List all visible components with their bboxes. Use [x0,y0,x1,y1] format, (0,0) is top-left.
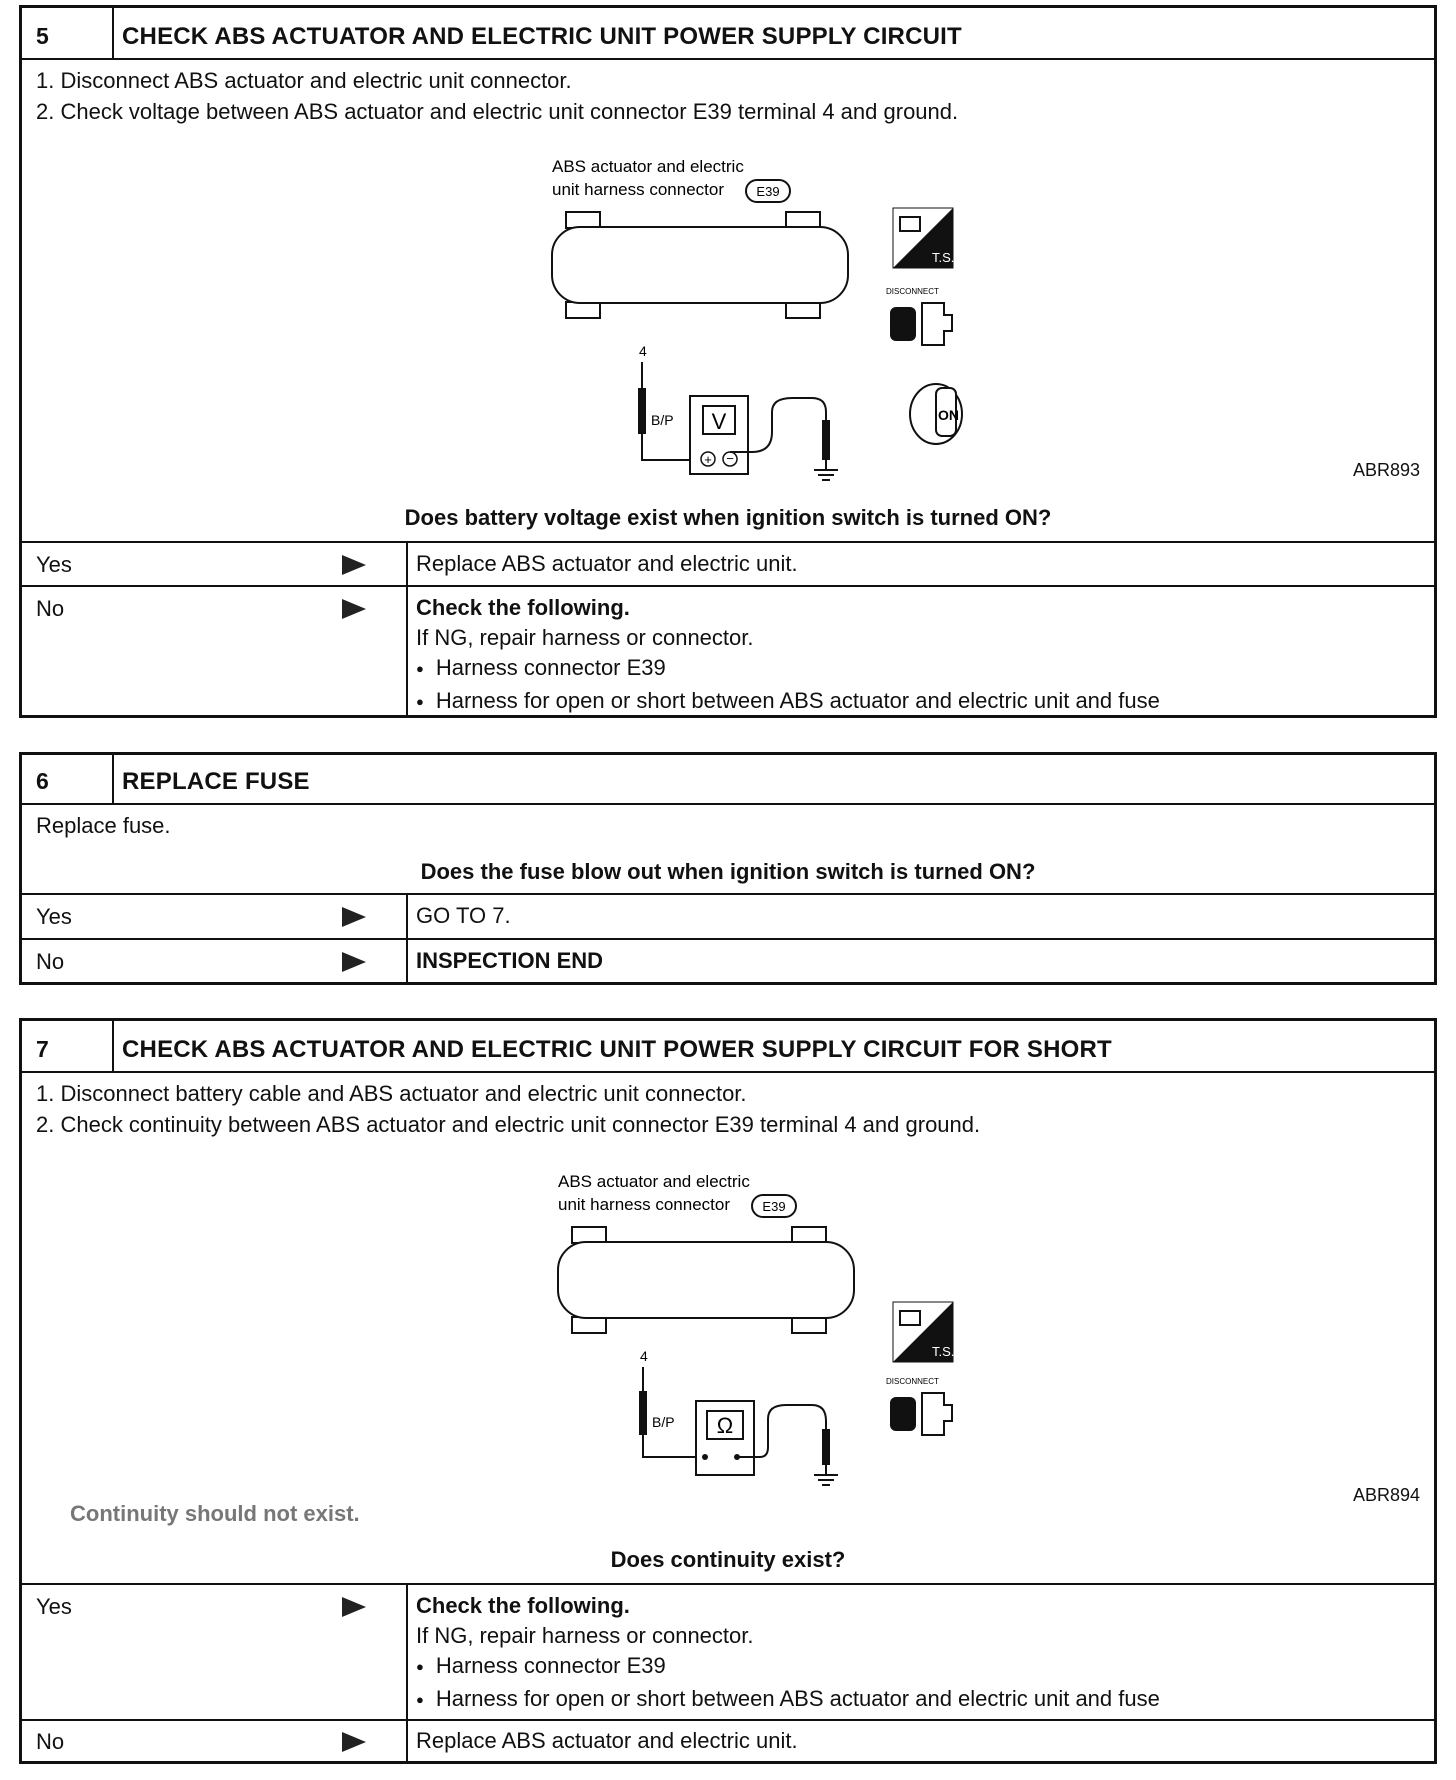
bullet-item: ● Harness connector E39 [416,1651,1160,1684]
test-tool-icon [892,207,954,269]
arrow-icon [342,952,366,972]
answer-heading: Check the following. [416,1593,630,1618]
instruction-line: 2. Check continuity between ABS actuator and electric unit connector E39 terminal 4 and ground. [36,1112,981,1137]
answer-no [22,1719,1434,1761]
step-header [22,1021,1434,1071]
figure-code: ABR893 [1352,460,1420,480]
answer-line: If NG, repair harness or connector. [416,625,754,650]
test-tool-icon [892,1301,954,1363]
disconnect-icon [882,1375,958,1443]
svg-text:T.S.: T.S. [932,250,954,265]
probe [638,388,646,434]
answer-label: Yes [36,552,72,577]
connector-label: unit harness connector [558,1195,730,1214]
step-body [22,1071,1434,1583]
meter-symbol: Ω [716,1413,734,1438]
answer-text: GO TO 7. [416,903,511,928]
meter-symbol: V [711,409,727,434]
answer-line: If NG, repair harness or connector. [416,1623,754,1648]
divider [406,1585,408,1719]
svg-text:DISCONNECT: DISCONNECT [886,1377,939,1386]
answer-text: Replace ABS actuator and electric unit. [416,1728,798,1753]
ignition-on-icon [908,378,980,450]
step-body [22,803,1434,893]
step-number: 5 [36,23,49,49]
divider [112,8,114,58]
answer-yes [22,893,1434,938]
connector-label: ABS actuator and electric [552,157,744,176]
divider [406,1721,408,1761]
arrow-icon [342,1597,366,1617]
bullet-item: ● Harness for open or short between ABS actuator and electric unit and fuse [416,686,1160,719]
divider [406,587,408,715]
answer-label: Yes [36,904,72,929]
arrow-icon [342,907,366,927]
connector-body [558,1242,854,1318]
divider [406,940,408,982]
note-text: Continuity should not exist. [70,1501,360,1526]
question: Does the fuse blow out when ignition switch is turned ON? [420,859,1036,884]
probe [639,1391,647,1435]
answer-heading: Check the following. [416,595,630,620]
divider [406,543,408,585]
step-header [22,755,1434,803]
instruction-line: 2. Check voltage between ABS actuator and electric unit connector E39 terminal 4 and ground. [36,99,959,124]
instructions [36,65,958,127]
divider [406,895,408,938]
connector-label: ABS actuator and electric [558,1172,750,1191]
instruction-line: 1. Disconnect ABS actuator and electric unit connector. [36,68,572,93]
divider [112,1021,114,1071]
connector-code: E39 [762,1199,786,1214]
wire-color: B/P [652,1414,675,1430]
divider [112,755,114,803]
instruction-line: Replace fuse. [36,813,171,838]
arrow-icon [342,555,366,575]
bullet-item: ● Harness for open or short between ABS actuator and electric unit and fuse [416,1684,1160,1717]
step-5 [19,5,1437,718]
answer-text: Replace ABS actuator and electric unit. [416,551,798,576]
arrow-icon [342,1732,366,1752]
answer-label: No [36,596,65,621]
answer-text [416,593,1160,719]
svg-text:+: + [704,452,712,467]
disconnect-icon [882,285,958,353]
svg-text:ON: ON [938,407,959,423]
instructions [36,1078,980,1140]
connector-code: E39 [756,184,780,199]
answer-label: Yes [36,1594,72,1619]
step-header [22,8,1434,58]
instructions [36,810,171,841]
answer-yes [22,1583,1434,1719]
step-body [22,58,1434,541]
answer-no [22,585,1434,715]
connector-body [552,227,848,303]
step-7 [19,1018,1437,1764]
question: Does battery voltage exist when ignition switch is turned ON? [404,505,1052,530]
bullet-item: ● Harness connector E39 [416,653,1160,686]
step-number: 6 [36,768,49,794]
answer-text [416,1591,1160,1717]
answer-label: No [36,1729,65,1754]
step-title: CHECK ABS ACTUATOR AND ELECTRIC UNIT POWER SUPPLY CIRCUIT [122,23,962,50]
connector-label: unit harness connector [552,180,724,199]
arrow-icon [342,599,366,619]
step-number: 7 [36,1036,49,1062]
wire-color: B/P [651,412,674,428]
terminal-number: 4 [640,1348,648,1364]
instruction-line: 1. Disconnect battery cable and ABS actuator and electric unit connector. [36,1081,747,1106]
answer-yes [22,541,1434,585]
figure-code: ABR894 [1352,1485,1420,1505]
terminal-number: 4 [639,343,647,359]
answer-label: No [36,949,65,974]
step-6 [19,752,1437,985]
svg-text:−: − [726,451,734,466]
svg-text:DISCONNECT: DISCONNECT [886,287,939,296]
step-title: REPLACE FUSE [122,768,310,795]
answer-text: INSPECTION END [416,948,604,973]
question: Does continuity exist? [610,1547,846,1572]
step-title: CHECK ABS ACTUATOR AND ELECTRIC UNIT POWER SUPPLY CIRCUIT FOR SHORT [122,1036,1112,1063]
answer-no [22,938,1434,982]
svg-text:T.S.: T.S. [932,1344,954,1359]
